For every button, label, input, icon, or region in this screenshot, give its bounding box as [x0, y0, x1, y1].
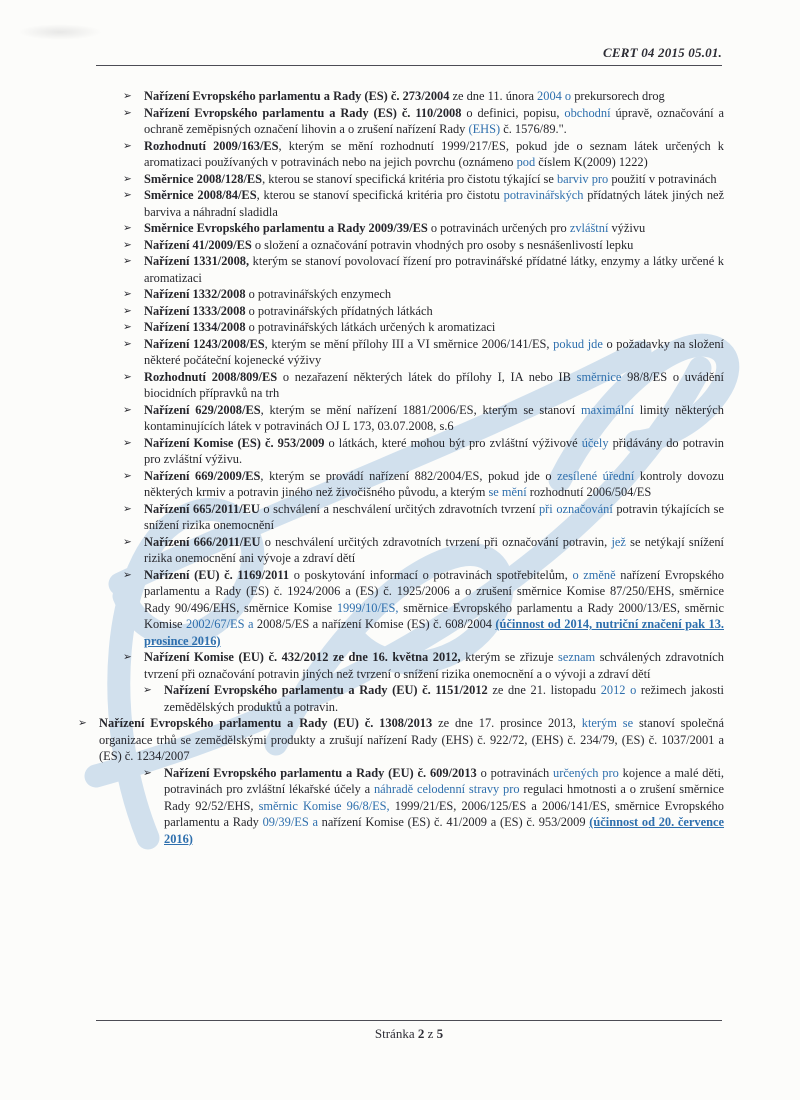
- page-number-prefix: Stránka: [374, 1026, 418, 1041]
- arrow-bullet-icon: ➢: [123, 651, 132, 663]
- page-number: [96, 1026, 722, 1042]
- regulation-item: [123, 319, 724, 336]
- arrow-bullet-icon: ➢: [123, 403, 132, 416]
- arrow-bullet-icon: ➢: [123, 436, 132, 449]
- arrow-bullet-icon: ➢: [123, 502, 132, 515]
- arrow-bullet-icon: ➢: [123, 568, 132, 581]
- regulation-item: [143, 765, 724, 848]
- page-header: [96, 44, 722, 66]
- regulation-item: [123, 237, 724, 254]
- arrow-bullet-icon: ➢: [123, 106, 132, 119]
- regulation-item: [123, 468, 724, 501]
- regulation-item: [123, 253, 724, 286]
- regulation-item: [78, 715, 724, 765]
- arrow-bullet-icon: ➢: [123, 189, 132, 201]
- current-page: 2: [417, 1026, 425, 1041]
- arrow-bullet-icon: ➢: [123, 304, 132, 317]
- header-rule: [96, 65, 722, 66]
- regulation-item: [123, 501, 724, 534]
- regulation-text: Nařízení 1332/2008 o potravinářských enzymech: [144, 287, 392, 301]
- regulation-text: Nařízení 1333/2008 o potravinářských přídatných látkách: [144, 303, 433, 318]
- regulation-item: [123, 286, 724, 303]
- regulation-text: Rozhodnutí 2009/163/ES, kterým se mění rozhodnutí 1999/217/ES, pokud jde o seznam látek určených k aromatizaci používaných v potravinách nebo na jejich povrchu (oznámeno pod číslem K(2009) 1222): [144, 138, 724, 169]
- regulation-text: Směrnice 2008/84/ES, kterou se stanoví specifická kritéria pro čistotu potravinářských přídatných látek jiných než barviva a náhradní sladidla: [144, 188, 725, 219]
- arrow-bullet-icon: ➢: [123, 222, 132, 234]
- regulation-text: Nařízení Evropského parlamentu a Rady (EU) č. 1308/2013 ze dne 17. prosince 2013, kterým se stanoví společná organizace trhů se zemědělskými produkty a zrušují nařízení Rady (EHS) č. 922/72, (EHS) č. 234/79, (ES) č. 1037/2001 a (ES) č. 1234/2007: [99, 716, 724, 763]
- regulation-text: Nařízení Evropského parlamentu a Rady (EU) č. 609/2013 o potravinách určených pro kojence a malé děti, potravinách pro zvláštní lékařské účely a náhradě celodenní stravy pro regulaci hmotnosti a o zrušení směrnice Rady 92/52/EHS, směrnic Komise 96/8/ES, 1999/21/ES, 2006/125/ES a 2006/141/ES, směrnice Evropského parlamentu a Rady 09/39/ES a nařízení Komise (ES) č. 41/2009 a (ES) č. 953/2009 (účinnost od 20. července 2016): [164, 765, 725, 846]
- regulation-text: Nařízení Evropského parlamentu a Rady (ES) č. 273/2004 ze dne 11. února 2004 o prekursorech drog: [144, 89, 665, 103]
- regulation-text: Nařízení 1243/2008/ES, kterým se mění přílohy III a VI směrnice 2006/141/ES, pokud jde o požadavky na složení některé počáteční kojenecké výživy: [144, 336, 724, 367]
- regulation-text: Nařízení 1331/2008, kterým se stanoví povolovací řízení pro potravinářské přídatné látky, enzymy a látky určené k aromatizaci: [144, 254, 724, 285]
- regulation-item: [123, 171, 724, 188]
- regulation-item: [123, 336, 724, 369]
- regulation-list: [78, 88, 724, 847]
- regulation-item: [123, 187, 724, 220]
- regulation-item: [123, 105, 724, 138]
- arrow-bullet-icon: ➢: [123, 469, 132, 482]
- regulation-item: [123, 435, 724, 468]
- regulation-item: [123, 567, 724, 650]
- regulation-text: Nařízení 41/2009/ES o složení a označování potravin vhodných pro osoby s nesnášenlivostí lepku: [144, 237, 634, 252]
- footer-rule: [96, 1020, 722, 1021]
- regulation-text: Nařízení 629/2008/ES, kterým se mění nařízení 1881/2006/ES, kterým se stanoví maximální limity některých kontaminujících látek v potravinách OJ L 173, 03.07.2008, s.6: [144, 402, 724, 433]
- regulation-item: [143, 682, 724, 715]
- regulation-item: [123, 138, 724, 171]
- regulation-text: Nařízení 665/2011/EU o schválení a neschválení určitých zdravotních tvrzení při označování potravin týkajících se snížení rizika onemocnění: [144, 501, 725, 532]
- arrow-bullet-icon: ➢: [123, 337, 132, 350]
- page-number-separator: z: [424, 1026, 437, 1041]
- regulation-item: [123, 88, 724, 105]
- regulation-item: [123, 303, 724, 320]
- regulation-item: [123, 649, 724, 682]
- total-pages: 5: [436, 1026, 444, 1041]
- arrow-bullet-icon: ➢: [143, 684, 152, 696]
- regulation-text: Rozhodnutí 2008/809/ES o nezařazení některých látek do přílohy I, IA nebo IB směrnice 98/8/ES o uvádění biocidních přípravků na trh: [144, 369, 724, 400]
- arrow-bullet-icon: ➢: [143, 766, 152, 779]
- regulation-text: Nařízení Evropského parlamentu a Rady (EU) č. 1151/2012 ze dne 21. listopadu 2012 o režimech jakosti zemědělských produktů a potravin.: [164, 683, 724, 714]
- arrow-bullet-icon: ➢: [123, 535, 132, 548]
- regulation-text: Nařízení Komise (ES) č. 953/2009 o látkách, které mohou být pro zvláštní výživové účely přidávány do potravin pro zvláštní výživu.: [144, 435, 724, 466]
- arrow-bullet-icon: ➢: [78, 717, 87, 729]
- regulation-text: Nařízení Komise (EU) č. 432/2012 ze dne 16. května 2012, kterým se zřizuje seznam schválených zdravotních tvrzení při označování potravin jiných než tvrzení o snížení rizika onemocnění a o vývoji a zdraví dětí: [144, 650, 724, 681]
- arrow-bullet-icon: ➢: [123, 255, 132, 267]
- regulation-item: [123, 220, 724, 237]
- regulation-text: Směrnice Evropského parlamentu a Rady 2009/39/ES o potravinách určených pro zvláštní výživu: [144, 221, 646, 235]
- regulation-text: Nařízení 669/2009/ES, kterým se provádí nařízení 882/2004/ES, pokud jde o zesílené úřední kontroly dovozu některých krmiv a potravin jiného než živočišného původu, a kterým se mění rozhodnutí 2006/504/ES: [144, 468, 724, 499]
- arrow-bullet-icon: ➢: [123, 90, 132, 102]
- regulation-text: Směrnice 2008/128/ES, kterou se stanoví specifická kritéria pro čistotu týkající se barviv pro použití v potravinách: [144, 171, 717, 186]
- arrow-bullet-icon: ➢: [123, 321, 132, 333]
- regulation-text: Nařízení 1334/2008 o potravinářských látkách určených k aromatizaci: [144, 320, 496, 334]
- regulation-text: Nařízení (EU) č. 1169/2011 o poskytování informací o potravinách spotřebitelům, o změně nařízení Evropského parlamentu a Rady (ES) č. 1924/2006 a (ES) č. 1925/2006 a o zrušení směrnice Komise 87/250/EHS, směrnice Rady 90/496/EHS, směrnice Komise 1999/10/ES, směrnice Evropského parlamentu a Rady 2000/13/ES, směrnic Komise 2002/67/ES a 2008/5/ES a nařízení Komise (ES) č. 608/2004 (účinnost od 2014, nutriční značení pak 13. prosince 2016): [144, 567, 724, 648]
- arrow-bullet-icon: ➢: [123, 172, 132, 185]
- regulation-item: [123, 402, 724, 435]
- regulation-text: Nařízení Evropského parlamentu a Rady (ES) č. 110/2008 o definici, popisu, obchodní úpravě, označování a ochraně zeměpisných označení lihovin a o zrušení nařízení Rady (EHS) č. 1576/89.".: [144, 105, 725, 136]
- regulation-text: Nařízení 666/2011/EU o neschválení určitých zdravotních tvrzení při označování potravin, jež se netýkají snížení rizika onemocnění ani vývoje a zdraví dětí: [144, 534, 724, 565]
- page-footer: [96, 1020, 722, 1042]
- arrow-bullet-icon: ➢: [123, 139, 132, 152]
- arrow-bullet-icon: ➢: [123, 370, 132, 383]
- document-code: CERT 04 2015 05.01.: [602, 45, 722, 60]
- regulation-item: [123, 369, 724, 402]
- arrow-bullet-icon: ➢: [123, 288, 132, 300]
- scan-smudge: [18, 24, 102, 40]
- arrow-bullet-icon: ➢: [123, 238, 132, 251]
- regulation-item: [123, 534, 724, 567]
